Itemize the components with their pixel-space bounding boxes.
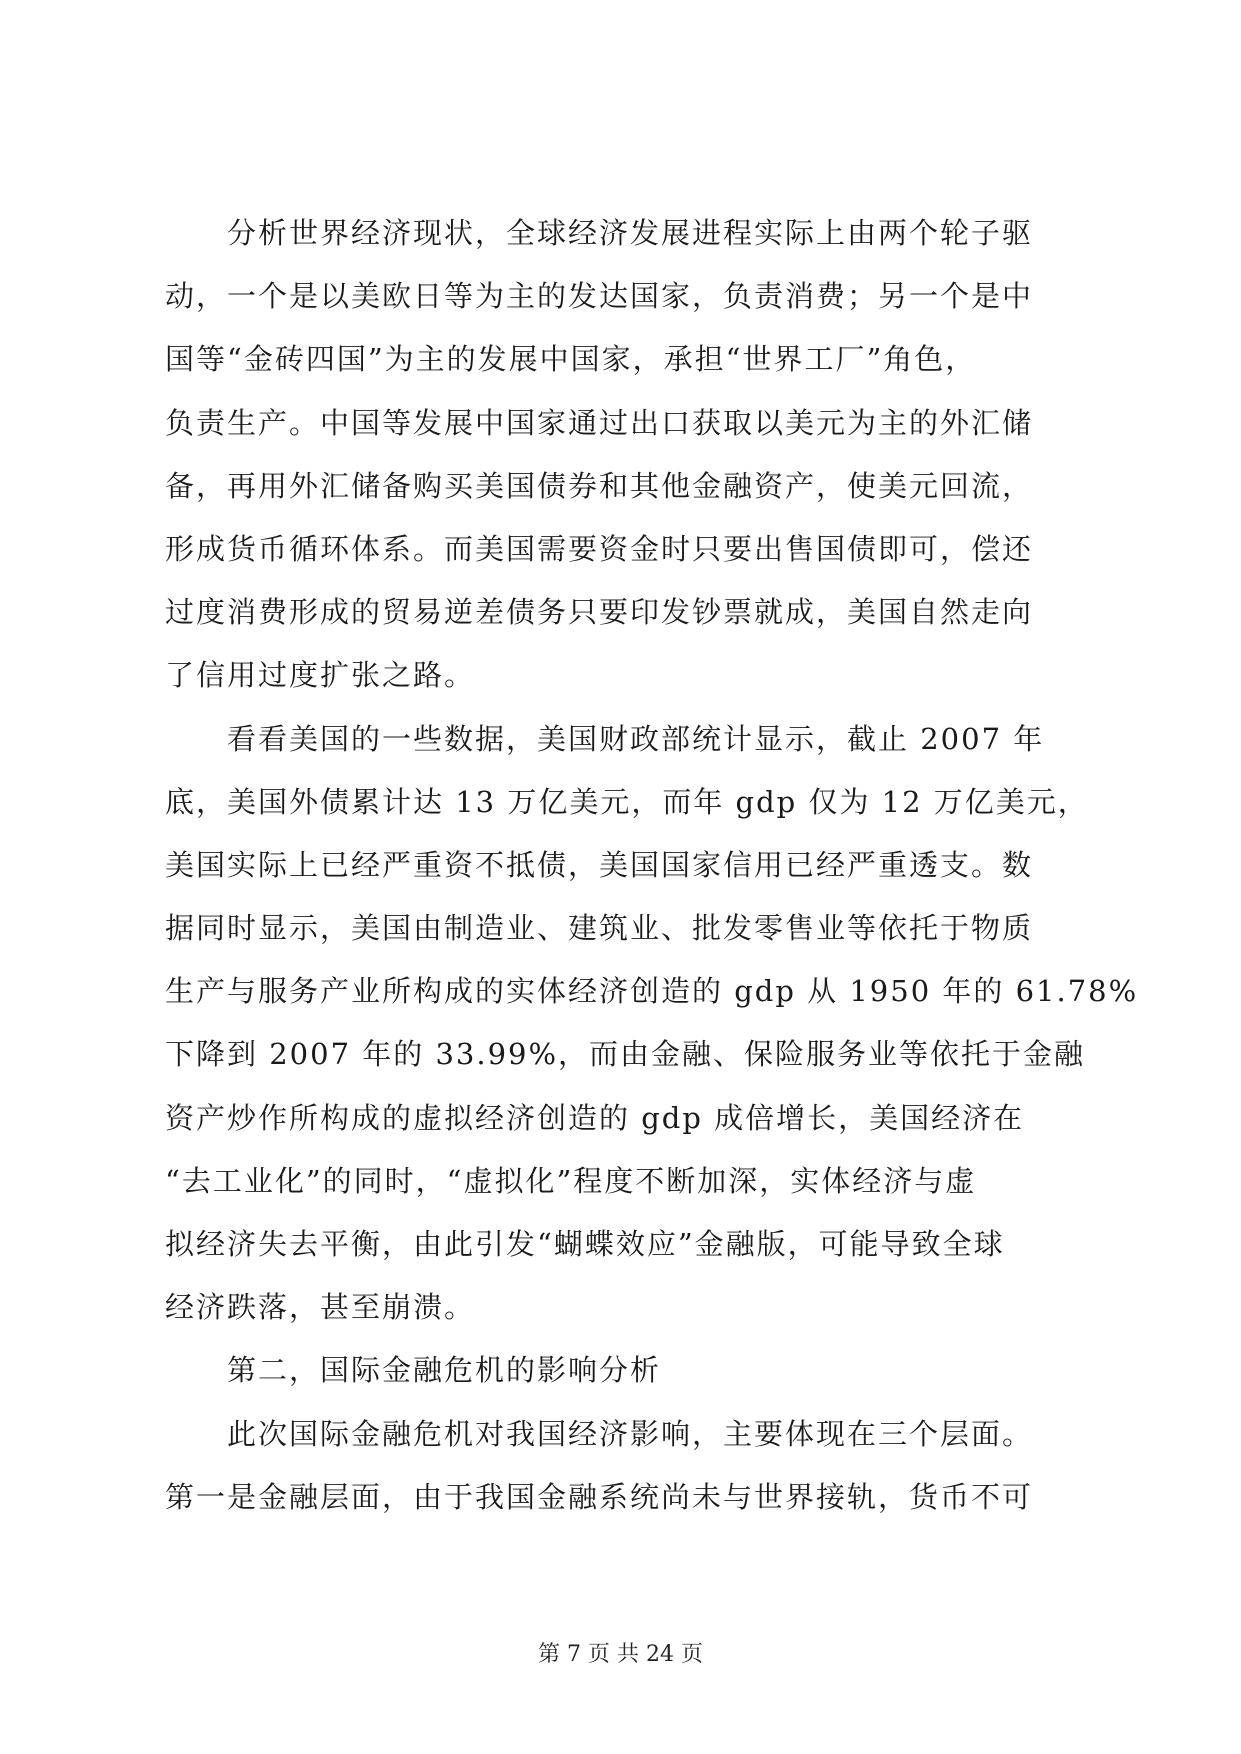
text-line: 美国实际上已经严重资不抵债，美国国家信用已经严重透支。数 (165, 847, 1034, 882)
page-number-footer: 第 7 页 共 24 页 (538, 1642, 703, 1667)
text-line: 下降到 2007 年的 33.99%，而由金融、保险服务业等依托于金融 (165, 1037, 1086, 1072)
text-line: 形成货币循环体系。而美国需要资金时只要出售国债即可，偿还 (165, 531, 1034, 566)
text-line: 资产炒作所构成的虚拟经济创造的 gdp 成倍增长，美国经济在 (165, 1100, 1025, 1135)
text-line: 备，再用外汇储备购买美国债券和其他金融资产，使美元回流， (165, 468, 1034, 503)
text-line: “去工业化”的同时，“虚拟化”程度不断加深，实体经济与虚 (165, 1163, 977, 1198)
text-line: 国等“金砖四国”为主的发展中国家，承担“世界工厂”角色， (165, 342, 977, 377)
text-line: 生产与服务产业所构成的实体经济创造的 gdp 从 1950 年的 61.78% (165, 974, 1139, 1009)
text-line: 此次国际金融危机对我国经济影响，主要体现在三个层面。 (165, 1416, 1034, 1451)
text-line: 动，一个是以美欧日等为主的发达国家，负责消费；另一个是中 (165, 279, 1034, 314)
text-line: 分析世界经济现状，全球经济发展进程实际上由两个轮子驱 (165, 216, 1034, 250)
text-line: 看看美国的一些数据，美国财政部统计显示，截止 2007 年 (165, 721, 1045, 756)
text-line: 过度消费形成的贸易逆差债务只要印发钞票就成，美国自然走向 (165, 595, 1034, 630)
text-line: 底，美国外债累计达 13 万亿美元，而年 gdp 仅为 12 万亿美元， (165, 784, 1089, 819)
text-line: 拟经济失去平衡，由此引发“蝴蝶效应”金融版，可能导致全球 (165, 1227, 1005, 1261)
text-line: 据同时显示，美国由制造业、建筑业、批发零售业等依托于物质 (165, 911, 1034, 946)
text-line: 了信用过度扩张之路。 (165, 658, 476, 693)
text-line: 经济跌落，甚至崩溃。 (165, 1290, 476, 1325)
document-body (165, 202, 1139, 1529)
text-line: 负责生产。中国等发展中国家通过出口获取以美元为主的外汇储 (165, 405, 1034, 440)
text-line: 第一是金融层面，由于我国金融系统尚未与世界接轨，货币不可 (165, 1479, 1034, 1514)
section-heading: 第二，国际金融危机的影响分析 (165, 1353, 662, 1388)
